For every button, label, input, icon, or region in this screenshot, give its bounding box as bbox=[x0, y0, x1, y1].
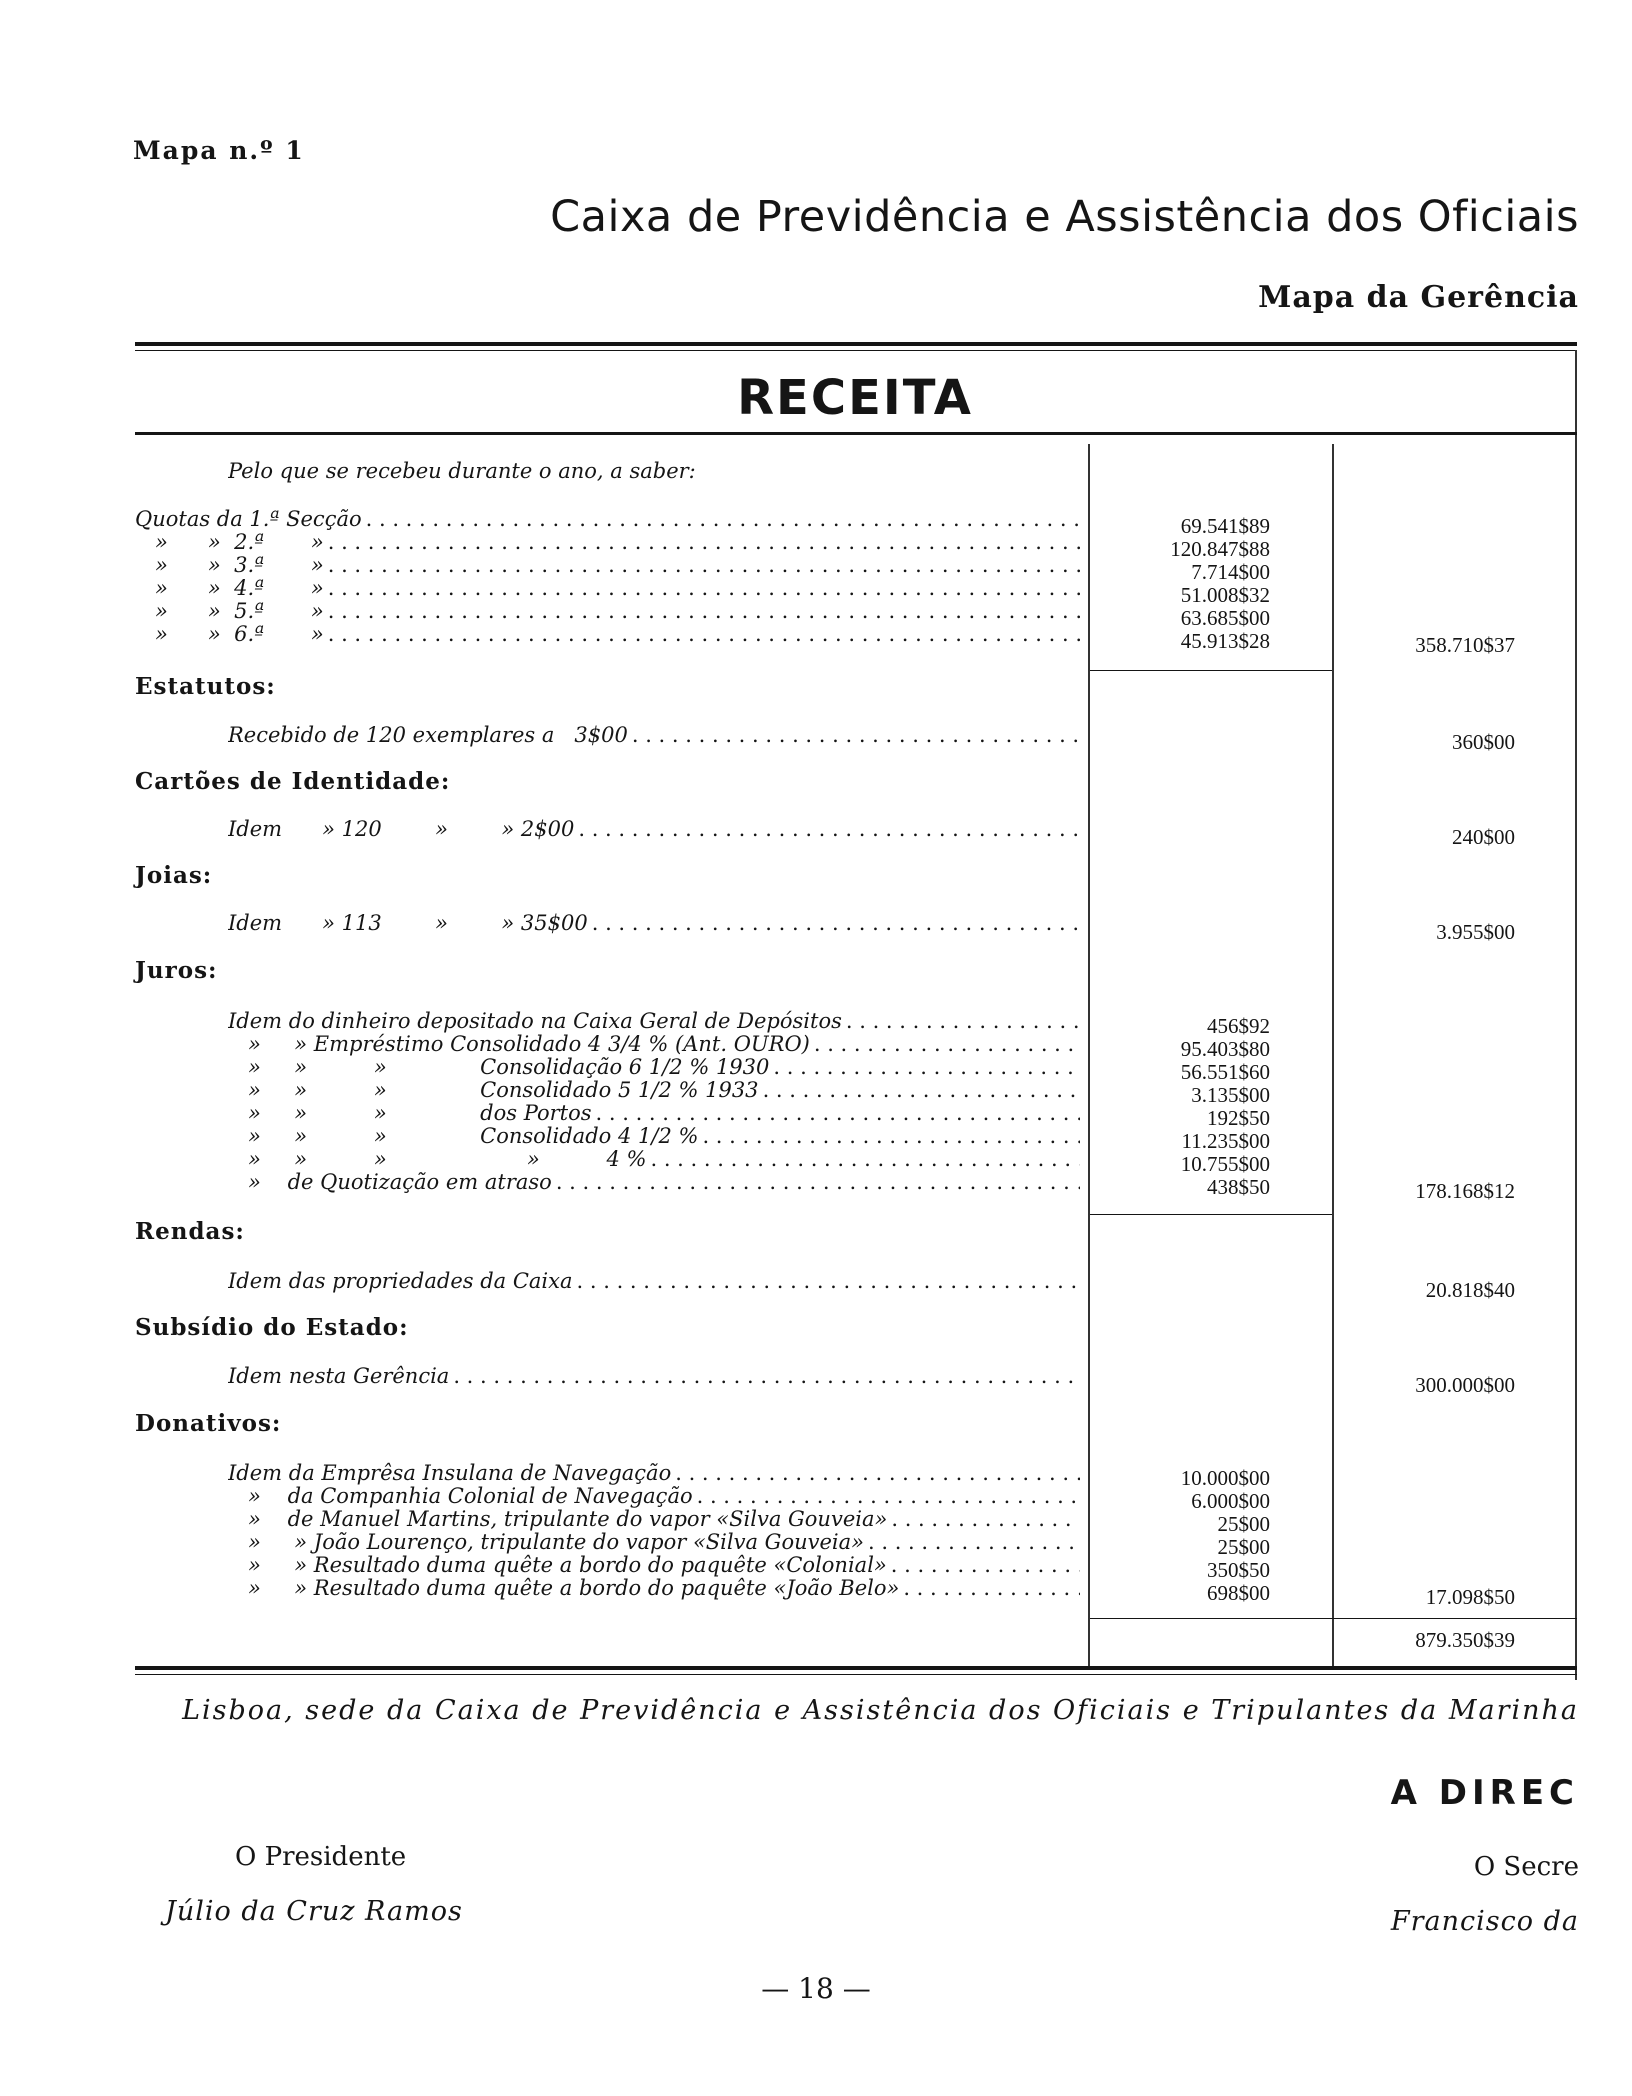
subtotal-rule bbox=[1090, 1214, 1332, 1215]
subsidio-total: 300.000$00 bbox=[1415, 1373, 1515, 1397]
juros-amount: 192$50 bbox=[1207, 1106, 1270, 1130]
quota-amount: 120.847$88 bbox=[1170, 537, 1270, 561]
donativos-amount: 25$00 bbox=[1217, 1535, 1270, 1559]
top-rule-thin bbox=[135, 350, 1577, 351]
place-line: Lisboa, sede da Caixa de Previdência e Assistência dos Oficiais e Tripulantes da Marinha bbox=[182, 1695, 1579, 1726]
estatutos-line: Recebido de 120 exemplares a 3$00 . . . bbox=[228, 724, 1080, 747]
juros-heading: Juros: bbox=[135, 957, 218, 984]
title-underline bbox=[135, 432, 1577, 435]
cartoes-total: 240$00 bbox=[1452, 825, 1515, 849]
donativos-amount: 350$50 bbox=[1207, 1558, 1270, 1582]
donativos-amount: 10.000$00 bbox=[1180, 1466, 1270, 1490]
donativos-amount: 698$00 bbox=[1207, 1581, 1270, 1605]
donativos-line: » » João Lourenço, tripulante do vapor «Silva Gouveia» . . . bbox=[228, 1531, 1080, 1554]
subsidio-line: Idem nesta Gerência . . . bbox=[228, 1365, 1080, 1388]
juros-amount: 456$92 bbox=[1207, 1014, 1270, 1038]
juros-amount: 3.135$00 bbox=[1191, 1083, 1270, 1107]
subsidio-heading: Subsídio do Estado: bbox=[135, 1314, 409, 1341]
president-name: Júlio da Cruz Ramos bbox=[165, 1896, 463, 1927]
grand-total-rule bbox=[1090, 1618, 1577, 1619]
donativos-line: » de Manuel Martins, tripulante do vapor «Silva Gouveia» . . . bbox=[228, 1508, 1080, 1531]
president-role: O Presidente bbox=[235, 1842, 407, 1872]
quota-line: » » 2.ª » . . . bbox=[135, 531, 1080, 554]
juros-line: » » » Consolidação 6 1/2 % 1930 . . . bbox=[228, 1056, 1080, 1079]
page-number: — 18 — bbox=[761, 1972, 871, 2005]
quota-amount: 63.685$00 bbox=[1180, 606, 1270, 630]
grand-total: 879.350$39 bbox=[1415, 1628, 1515, 1652]
subtotal-rule bbox=[1090, 670, 1332, 671]
quota-amount: 45.913$28 bbox=[1180, 629, 1270, 653]
estatutos-heading: Estatutos: bbox=[135, 673, 276, 700]
quota-amount: 51.008$32 bbox=[1180, 583, 1270, 607]
juros-line: » » » Consolidado 5 1/2 % 1933 . . . bbox=[228, 1079, 1080, 1102]
quota-line: Quotas da 1.ª Secção . . . bbox=[135, 508, 1080, 531]
rendas-total: 20.818$40 bbox=[1425, 1278, 1515, 1302]
direction-heading: A DIREC bbox=[1390, 1773, 1579, 1813]
quota-amount: 7.714$00 bbox=[1191, 560, 1270, 584]
donativos-amount: 25$00 bbox=[1217, 1512, 1270, 1536]
amount-column-border bbox=[1088, 444, 1090, 1666]
juros-line: » » » » 4 % . . . bbox=[228, 1148, 1080, 1171]
estatutos-total: 360$00 bbox=[1452, 730, 1515, 754]
juros-amount: 11.235$00 bbox=[1181, 1129, 1270, 1153]
donativos-line: » » Resultado duma quête a bordo do paquête «Colonial» . . . bbox=[228, 1554, 1080, 1577]
bottom-rule-thin bbox=[135, 1674, 1577, 1675]
donativos-line: Idem da Emprêsa Insulana de Navegação . . . bbox=[228, 1462, 1080, 1485]
map-number: Mapa n.º 1 bbox=[133, 136, 305, 165]
juros-line: » » » Consolidado 4 1/2 % . . . bbox=[228, 1125, 1080, 1148]
juros-amount: 95.403$80 bbox=[1180, 1037, 1270, 1061]
right-border bbox=[1575, 350, 1577, 1680]
report-subtitle: Mapa da Gerência bbox=[1258, 280, 1579, 315]
joias-heading: Joias: bbox=[135, 862, 213, 889]
rendas-heading: Rendas: bbox=[135, 1218, 245, 1245]
cartoes-heading: Cartões de Identidade: bbox=[135, 768, 451, 795]
bottom-rule-thick bbox=[135, 1666, 1577, 1670]
juros-line: » » Empréstimo Consolidado 4 3/4 % (Ant. OURO) . . . bbox=[228, 1033, 1080, 1056]
donativos-total: 17.098$50 bbox=[1425, 1585, 1515, 1609]
donativos-line: » da Companhia Colonial de Navegação . . . bbox=[228, 1485, 1080, 1508]
intro-text: Pelo que se recebeu durante o ano, a saber: bbox=[228, 460, 696, 483]
rendas-line: Idem das propriedades da Caixa . . . bbox=[228, 1270, 1080, 1293]
juros-line: » » » dos Portos . . . bbox=[228, 1102, 1080, 1125]
quota-total: 358.710$37 bbox=[1415, 633, 1515, 657]
joias-total: 3.955$00 bbox=[1436, 920, 1515, 944]
donativos-line: » » Resultado duma quête a bordo do paquête «João Belo» . . . bbox=[228, 1577, 1080, 1600]
quota-line: » » 6.ª » . . . bbox=[135, 623, 1080, 646]
juros-line: » de Quotização em atraso . . . bbox=[228, 1171, 1080, 1194]
top-rule-thick bbox=[135, 342, 1577, 346]
donativos-heading: Donativos: bbox=[135, 1410, 282, 1437]
secretary-name: Francisco da bbox=[1390, 1906, 1579, 1937]
secretary-role: O Secre bbox=[1473, 1852, 1579, 1882]
institution-title: Caixa de Previdência e Assistência dos Oficiais bbox=[550, 192, 1579, 242]
quota-line: » » 5.ª » . . . bbox=[135, 600, 1080, 623]
cartoes-line: Idem » 120 » » 2$00 . . . bbox=[228, 818, 1080, 841]
donativos-amount: 6.000$00 bbox=[1191, 1489, 1270, 1513]
juros-line: Idem do dinheiro depositado na Caixa Geral de Depósitos . . . bbox=[228, 1010, 1080, 1033]
total-column-border bbox=[1332, 444, 1334, 1666]
juros-amount: 438$50 bbox=[1207, 1175, 1270, 1199]
quota-line: » » 3.ª » . . . bbox=[135, 554, 1080, 577]
juros-amount: 10.755$00 bbox=[1180, 1152, 1270, 1176]
juros-amount: 56.551$60 bbox=[1180, 1060, 1270, 1084]
joias-line: Idem » 113 » » 35$00 . . . bbox=[228, 912, 1080, 935]
quota-amount: 69.541$89 bbox=[1180, 514, 1270, 538]
section-title: RECEITA bbox=[737, 370, 973, 426]
quota-line: » » 4.ª » . . . bbox=[135, 577, 1080, 600]
juros-total: 178.168$12 bbox=[1415, 1179, 1515, 1203]
